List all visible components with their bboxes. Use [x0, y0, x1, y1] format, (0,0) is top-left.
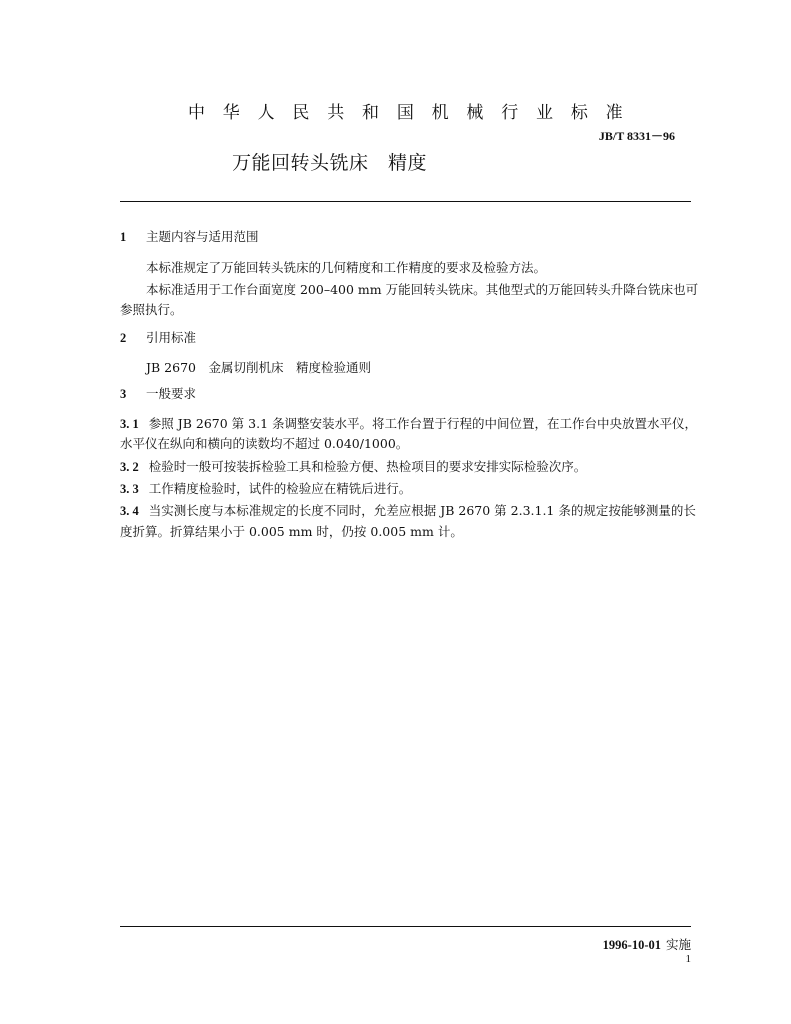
- clause-3-4-line-2: 度折算。折算结果小于 0.005 mm 时，仍按 0.005 mm 计。: [120, 524, 463, 539]
- normative-reference: JB 2670 金属切削机床 精度检验通则: [146, 360, 371, 375]
- clause-number: 3. 1: [120, 417, 139, 431]
- clause-number: 3. 4: [120, 504, 139, 518]
- document-title: 万能回转头铣床 精度: [232, 152, 428, 174]
- page-number: 1: [685, 953, 691, 965]
- date-value: 1996-10-01: [602, 938, 661, 952]
- clause-text: 检验时一般可按装拆检验工具和检验方便、热检项目的要求安排实际检验次序。: [148, 459, 587, 474]
- footer-divider: [120, 926, 691, 927]
- section-1-paragraph-2-line-2: 参照执行。: [120, 302, 183, 317]
- section-1-paragraph-1: 本标准规定了万能回转头铣床的几何精度和工作精度的要求及检验方法。: [146, 260, 547, 275]
- clause-text: 当实测长度与本标准规定的长度不同时，允差应根据 JB 2670 第 2.3.1.1 条的规定按能够测量的长: [148, 503, 696, 518]
- section-number: 3: [120, 387, 127, 401]
- clause-text: 工作精度检验时，试件的检验应在精铣后进行。: [148, 481, 412, 496]
- section-1-paragraph-2-line-1: 本标准适用于工作台面宽度 200–400 mm 万能回转头铣床。其他型式的万能回转头升降台铣床也可: [146, 282, 699, 297]
- standard-code: JB/T 8331－96: [598, 129, 675, 143]
- clause-3-3: [120, 481, 411, 497]
- section-1-heading: [120, 229, 259, 245]
- section-3-heading: [120, 386, 196, 402]
- issuing-organization: 中 华 人 民 共 和 国 机 械 行 业 标 准: [188, 103, 629, 123]
- section-number: 1: [120, 230, 127, 244]
- clause-3-1-line-1: [120, 416, 698, 432]
- section-number: 2: [120, 331, 127, 345]
- implement-label: 实施: [665, 937, 691, 952]
- header-divider: [120, 201, 691, 202]
- section-title: 一般要求: [146, 386, 197, 401]
- clause-3-1-line-2: 水平仪在纵向和横向的读数均不超过 0.040/1000。: [120, 436, 409, 451]
- clause-number: 3. 2: [120, 460, 139, 474]
- implementation-date: [603, 935, 691, 953]
- section-title: 主题内容与适用范围: [146, 229, 259, 244]
- section-title: 引用标准: [146, 330, 197, 345]
- clause-number: 3. 3: [120, 482, 139, 496]
- clause-text: 参照 JB 2670 第 3.1 条调整安装水平。将工作台置于行程的中间位置，在工作台中央放置水平仪，: [148, 416, 698, 431]
- clause-3-2: [120, 459, 586, 475]
- clause-3-4-line-1: [120, 503, 696, 519]
- section-2-heading: [120, 330, 196, 346]
